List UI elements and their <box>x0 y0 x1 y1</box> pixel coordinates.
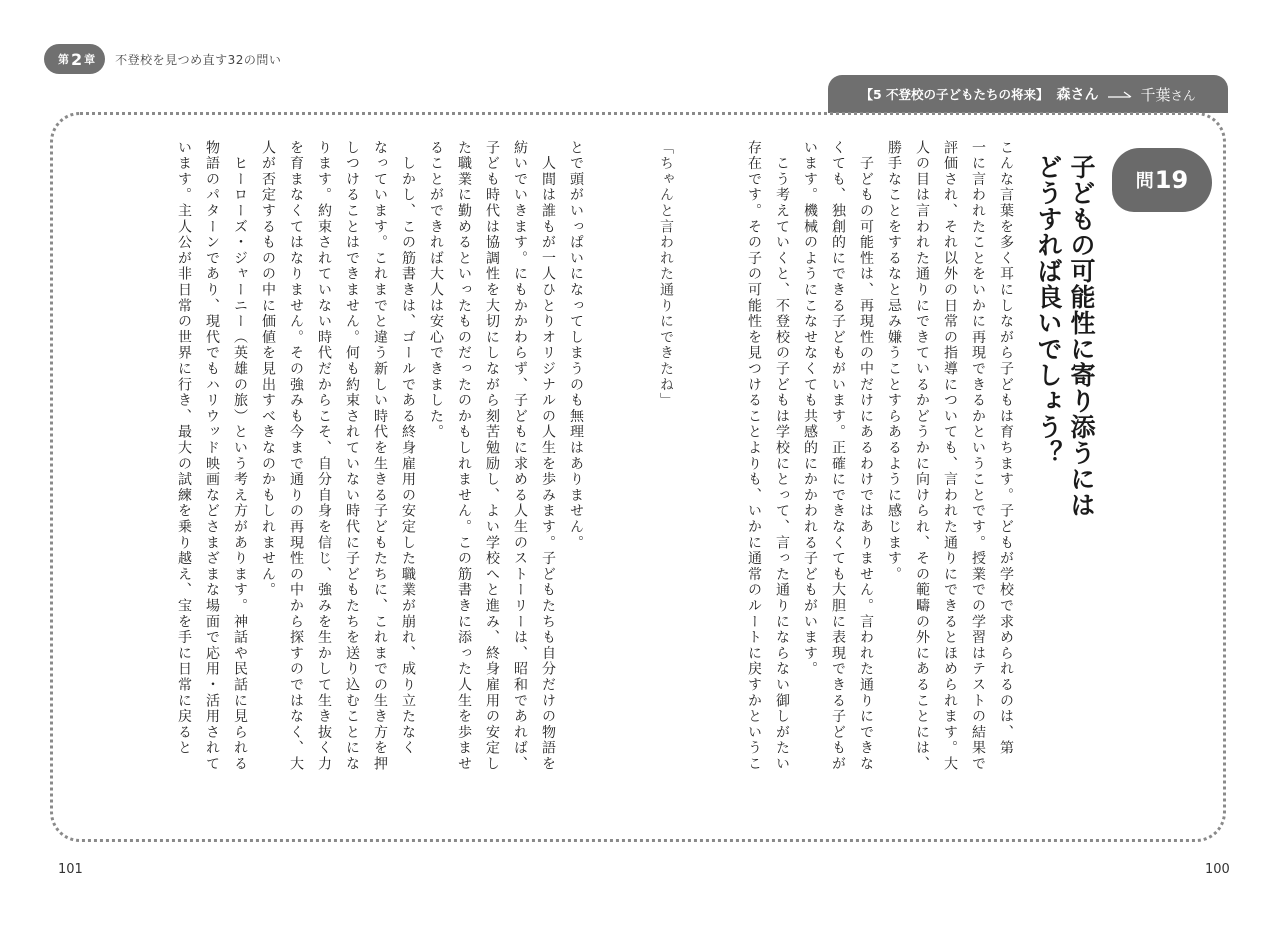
body-column: 評価され、それ以外の日常の指導についても、言われた通りにできるとほめられます。大 <box>942 140 958 772</box>
chapter-badge <box>44 44 105 74</box>
chapter-prefix: 第 <box>58 53 69 66</box>
quote-column: 「ちゃんと言われた通りにできたね」 <box>658 140 674 409</box>
body-column: 人が否定するものの中に価値を見出すべきなのかもしれません。 <box>260 140 276 599</box>
question-badge <box>1112 148 1212 212</box>
page-number-right: 100 <box>1205 862 1230 877</box>
body-column: います。機械のようにこなせなくても共感的にかかわれる子どもがいます。 <box>802 140 818 678</box>
body-column: 子ども時代は協調性を大切にしながら刻苦勉励し、よい学校へと進み、終身雇用の安定し <box>484 140 500 772</box>
question-title-line: 子どもの可能性に寄り添うには <box>1067 154 1096 518</box>
body-column: ヒーローズ・ジャーニー（英雄の旅）という考え方があります。神話や民話に見られる <box>232 140 248 772</box>
body-column: ります。約束されていない時代だからこそ、自分自身を信じ、強みを生かして生き抜く力 <box>316 140 332 772</box>
chapter-title: 不登校を見つめ直す32の問い <box>115 52 282 67</box>
body-column: を育まなくてはなりません。その強みも今まで通りの再現性の中から探すのではなく、大 <box>288 140 304 772</box>
topic-tab <box>828 75 1228 113</box>
body-column: 物語のパターンであり、現代でもハリウッド映画などさまざまな場面で応用・活用されて <box>204 140 220 772</box>
person-to: 千葉 <box>1140 85 1171 104</box>
chapter-number: 2 <box>71 49 83 69</box>
question-title-line: どうすれば良いでしょう？ <box>1034 154 1063 466</box>
chapter-suffix: 章 <box>84 53 96 66</box>
body-column: こう考えていくと、不登校の子どもは学校にとって、言った通りにならない御しがたい <box>774 140 790 772</box>
body-column: 勝手なことをするなと忌み嫌うことすらあるように感じます。 <box>886 140 902 583</box>
body-column: 人の目は言われた通りにできているかどうかに向けられ、その範疇の外にあることには、 <box>914 140 930 772</box>
person-to-honorific: さん <box>1170 87 1196 103</box>
body-column: 人間は誰もが一人ひとりオリジナルの人生を歩みます。子どもたちも自分だけの物語を <box>540 140 556 772</box>
person-from: 森さん <box>1056 87 1099 103</box>
body-column: 紡いでいきます。にもかかわらず、子どもに求める人生のストーリーは、昭和であれば、 <box>512 140 528 772</box>
vertical-text-area <box>60 140 1220 830</box>
question-number: 19 <box>1154 166 1189 194</box>
body-column: とで頭がいっぱいになってしまうのも無理はありません。 <box>568 140 584 551</box>
body-column: います。主人公が非日常の世界に行き、最大の試練を乗り越え、宝を手に日常に戻ると <box>176 140 192 757</box>
body-column: 子どもの可能性は、再現性の中だけにあるわけではありません。言われた通りにできな <box>858 140 874 772</box>
body-column: しかし、この筋書きは、ゴールである終身雇用の安定した職業が崩れ、成り立たなく <box>400 140 416 757</box>
topic-label: 【5 不登校の子どもたちの将来】 <box>860 87 1049 102</box>
arrow-right-icon <box>1107 88 1133 100</box>
chapter-header <box>44 44 281 74</box>
body-column: た職業に勤めるといったものだったのかもしれません。この筋書きに添った人生を歩ませ <box>456 140 472 772</box>
body-column: 存在です。その子の可能性を見つけることよりも、いかに通常のルートに戻すかというこ <box>746 140 762 772</box>
body-column: 一に言われたことをいかに再現できるかということです。授業での学習はテストの結果で <box>970 140 986 772</box>
body-column: くても、独創的にできる子どもがいます。正確にできなくても大胆に表現できる子どもが <box>830 140 846 772</box>
body-column: しつけることはできません。何も約束されていない時代に子どもたちを送り込むことにな <box>344 140 360 772</box>
body-column: ることができれば大人は安心できました。 <box>428 140 444 441</box>
person-to-wrap <box>1141 84 1196 105</box>
question-prefix: 問 <box>1135 171 1154 192</box>
question-title <box>1032 154 1098 830</box>
body-column: こんな言葉を多く耳にしながら子どもは育ちます。子どもが学校で求められるのは、第 <box>998 140 1014 757</box>
body-column: なっています。これまでと違う新しい時代を生きる子どもたちに、これまでの生き方を押 <box>372 140 388 772</box>
question-title-lines <box>1032 154 1098 830</box>
page-number-left: 101 <box>58 862 83 877</box>
